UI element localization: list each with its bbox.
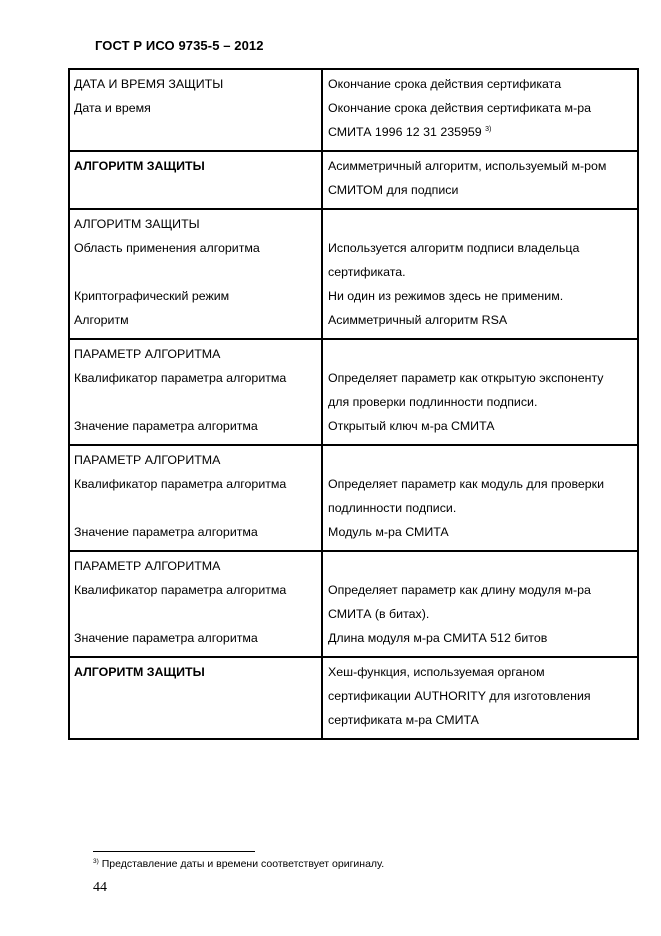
cell-line: Значение параметра алгоритма	[74, 631, 258, 645]
cell-line: сертификата.	[328, 265, 406, 279]
cell-line: ПАРАМЕТР АЛГОРИТМА	[74, 559, 221, 573]
footnote-reference: 3)	[485, 126, 492, 133]
table-row	[69, 551, 638, 657]
table-row	[69, 339, 638, 445]
table-cell-left	[69, 69, 322, 151]
footnote-divider	[93, 851, 255, 852]
cell-line	[328, 212, 633, 236]
cell-line: Криптографический режим	[74, 289, 230, 303]
cell-line: АЛГОРИТМ ЗАЩИТЫ	[74, 665, 205, 679]
table-cell-right	[322, 551, 638, 657]
cell-line	[328, 554, 633, 578]
table-cell-left	[69, 445, 322, 551]
cell-line: Определяет параметр как открытую экспоненту	[328, 371, 604, 385]
cell-line: Ни один из режимов здесь не применим.	[328, 289, 564, 303]
cell-line: Окончание срока действия сертификата	[328, 77, 562, 91]
cell-line: Модуль м-ра СМИТА	[328, 525, 449, 539]
table-cell-left	[69, 209, 322, 339]
table-cell-right	[322, 209, 638, 339]
table-cell-right	[322, 339, 638, 445]
table-cell-right	[322, 69, 638, 151]
segment-table	[68, 68, 639, 740]
cell-line: Значение параметра алгоритма	[74, 419, 258, 433]
table-row	[69, 69, 638, 151]
cell-line: Значение параметра алгоритма	[74, 525, 258, 539]
table-cell-right	[322, 151, 638, 209]
cell-line: АЛГОРИТМ ЗАЩИТЫ	[74, 159, 205, 173]
cell-line: Квалификатор параметра алгоритма	[74, 583, 287, 597]
table-row	[69, 657, 638, 739]
cell-line: СМИТА (в битах).	[328, 607, 430, 621]
cell-line: ПАРАМЕТР АЛГОРИТМА	[74, 347, 221, 361]
cell-line	[74, 496, 317, 520]
cell-line: Окончание срока действия сертификата м-ра	[328, 101, 591, 115]
cell-line: СМИТОМ для подписи	[328, 183, 459, 197]
cell-line: Используется алгоритм подписи владельца	[328, 241, 580, 255]
cell-line: ДАТА И ВРЕМЯ ЗАЩИТЫ	[74, 77, 224, 91]
cell-line: Асимметричный алгоритм RSA	[328, 313, 508, 327]
table-row	[69, 209, 638, 339]
cell-line: Хеш-функция, используемая органом	[328, 665, 545, 679]
cell-line: АЛГОРИТМ ЗАЩИТЫ	[74, 217, 200, 231]
cell-line: Алгоритм	[74, 313, 129, 327]
cell-line: Область применения алгоритма	[74, 241, 260, 255]
table-cell-left	[69, 339, 322, 445]
cell-line: Дата и время	[74, 101, 151, 115]
table-cell-left	[69, 551, 322, 657]
cell-line: Длина модуля м-ра СМИТА 512 битов	[328, 631, 548, 645]
table-cell-right	[322, 657, 638, 739]
table-cell-right	[322, 445, 638, 551]
cell-line: ПАРАМЕТР АЛГОРИТМА	[74, 453, 221, 467]
cell-line: сертификации AUTHORITY для изготовления	[328, 689, 591, 703]
table-cell-left	[69, 151, 322, 209]
document-header: ГОСТ Р ИСО 9735-5 – 2012	[95, 38, 264, 53]
cell-line: для проверки подлинности подписи.	[328, 395, 538, 409]
footnote-marker: 3)	[93, 858, 99, 865]
cell-line: Определяет параметр как длину модуля м-ра	[328, 583, 591, 597]
table-row	[69, 151, 638, 209]
cell-line	[74, 390, 317, 414]
table-cell-left	[69, 657, 322, 739]
cell-line: Асимметричный алгоритм, используемый м-ром	[328, 159, 607, 173]
cell-line	[328, 120, 633, 144]
footnote-text: Представление даты и времени соответствует оригиналу.	[98, 858, 385, 870]
cell-line: Квалификатор параметра алгоритма	[74, 371, 287, 385]
cell-line	[74, 602, 317, 626]
cell-line: Открытый ключ м-ра СМИТА	[328, 419, 495, 433]
cell-line: Квалификатор параметра алгоритма	[74, 477, 287, 491]
cell-line: подлинности подписи.	[328, 501, 457, 515]
cell-line	[74, 260, 317, 284]
cell-text: СМИТА 1996 12 31 235959	[328, 125, 482, 139]
cell-line	[328, 342, 633, 366]
cell-line: сертификата м-ра СМИТА	[328, 713, 479, 727]
cell-line	[328, 448, 633, 472]
cell-line: Определяет параметр как модуль для проверки	[328, 477, 605, 491]
table-row	[69, 445, 638, 551]
footnote	[93, 858, 384, 870]
page-number: 44	[93, 880, 107, 895]
